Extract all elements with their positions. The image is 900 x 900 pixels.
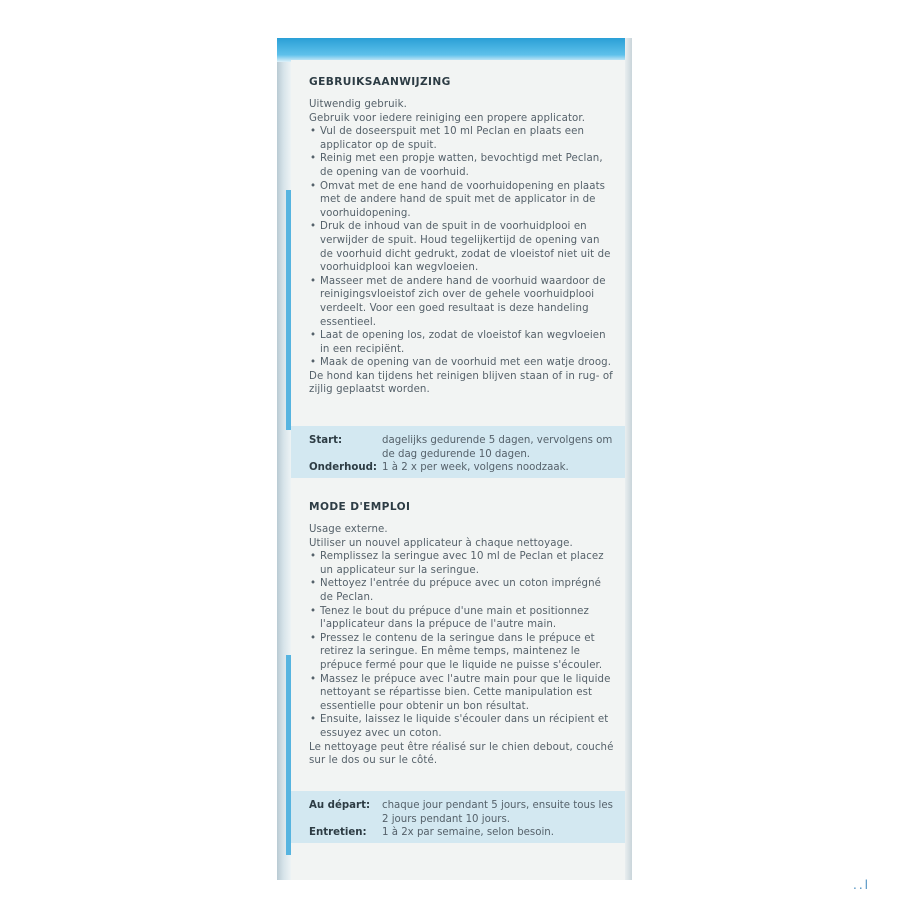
dosage-value: chaque jour pendant 5 jours, ensuite tous les 2 jours pendant 10 jours. [382,800,613,825]
outro-line: De hond kan tijdens het reinigen blijven staan of in rug- of zijlig geplaatst worden. [309,370,613,396]
instructions-fr [309,523,615,768]
instructions-nl [309,98,615,397]
step-item: • Masseer met de andere hand de voorhuid waardoor de reinigingsvloeistof zich over de gehele voorhuidplooi verdeelt. Voor een goed resultaat is deze handeling essentieel. [309,275,615,329]
dosage-label: Start: [309,435,343,446]
steps-list-nl [309,125,615,370]
dosage-label: Entretien: [309,827,367,839]
section-instructions-fr [309,501,615,768]
dosage-value: 1 à 2 x per week, volgens noodzaak. [382,462,569,474]
box-right-edge [625,38,632,880]
step-item: • Maak de opening van de voorhuid met een watje droog. [309,356,615,370]
heading-fr: MODE D'EMPLOI [309,501,411,513]
dosage-value: dagelijks gedurende 5 dagen, vervolgens om de dag gedurende 10 dagen. [382,435,613,460]
dosage-value: 1 à 2x par semaine, selon besoin. [382,827,554,839]
step-item: • Tenez le bout du prépuce d'une main et positionnez l'applicateur dans la prépuce de l'autre main. [309,605,615,632]
dosage-label: Onderhoud: [309,462,378,474]
dosage-row [309,799,615,826]
step-item: • Laat de opening los, zodat de vloeistof kan wegvloeien in een recipiënt. [309,329,615,356]
corner-mark: ..l [853,878,870,892]
intro-line: Usage externe. [309,524,388,535]
step-item: • Reinig met een propje watten, bevochtigd met Peclan, de opening van de voorhuid. [309,152,615,179]
step-item: • Ensuite, laissez le liquide s'écouler dans un récipient et essuyez avec un coton. [309,713,615,740]
section-instructions-nl [309,76,615,397]
step-item: • Massez le prépuce avec l'autre main pour que le liquide nettoyant se répartisse bien. Cette manipulation est essentielle pour obtenir un bon résultat. [309,673,615,714]
step-item: • Remplissez la seringue avec 10 ml de Peclan et placez un applicateur sur la seringue. [309,550,615,577]
intro-line: Uitwendig gebruik. [309,99,407,110]
dosage-label: Au départ: [309,800,371,811]
step-item: • Vul de doseerspuit met 10 ml Peclan en plaats een applicator op de spuit. [309,125,615,152]
box-top-blue-band [277,38,631,62]
step-item: • Druk de inhoud van de spuit in de voorhuidplooi en verwijder de spuit. Houd tegelijkertijd de opening van de voorhuid dicht gedrukt, zodat de vloeistof niet uit de voorhuidplooi kan wegvloeien. [309,220,615,274]
dosage-row [309,826,615,840]
dosage-band-fr [291,791,625,843]
outro-line: Le nettoyage peut être réalisé sur le chien debout, couché sur le dos ou sur le côté. [309,741,614,767]
steps-list-fr [309,550,615,740]
intro-line: Gebruik voor iedere reiniging een propere applicator. [309,112,586,124]
step-item: • Nettoyez l'entrée du prépuce avec un coton imprégné de Peclan. [309,577,615,604]
dosage-band-nl [291,426,625,478]
heading-nl: GEBRUIKSAANWIJZING [309,76,451,88]
step-item: • Pressez le contenu de la seringue dans le prépuce et retirez la seringue. En même temps, maintenez le prépuce fermé pour que le liquide ne puisse s'écouler. [309,632,615,673]
dosage-row [309,434,615,461]
box-side-panel [291,60,625,880]
intro-line: Utiliser un nouvel applicateur à chaque nettoyage. [309,537,573,549]
step-item: • Omvat met de ene hand de voorhuidopening en plaats met de andere hand de spuit met de applicator in de voorhuidopening. [309,180,615,221]
dosage-row [309,461,615,475]
